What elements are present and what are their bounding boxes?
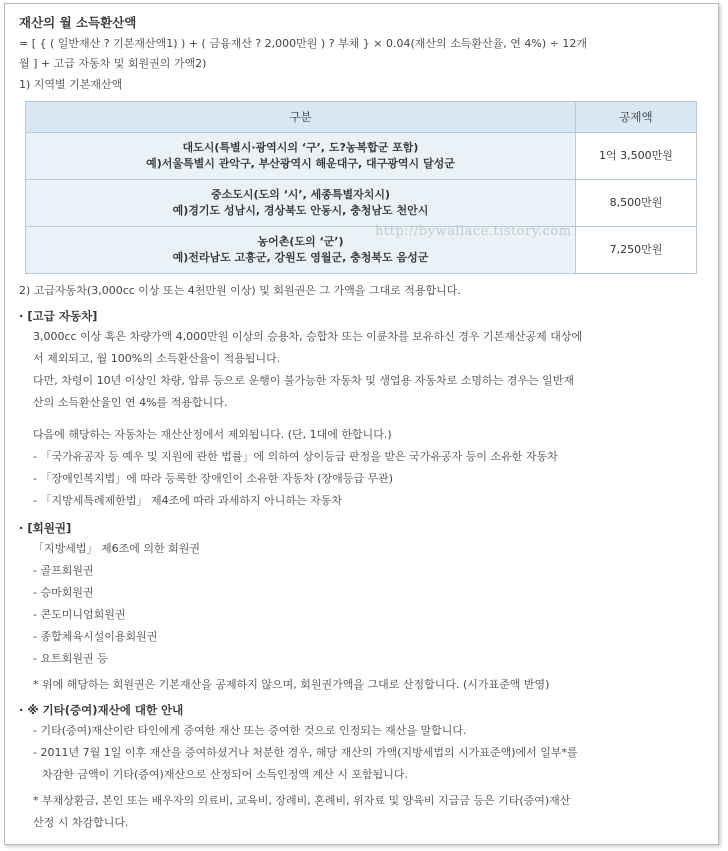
row-category-title: 대도시(특별시·광역시의 ‘구’, 도?농복합군 포함) <box>182 141 419 154</box>
list-item: - 2011년 7월 1일 이후 재산을 증여하셨거나 처분한 경우, 해당 재산의 가액(지방세법의 시가표준액)에서 일부*를 <box>33 746 578 759</box>
table-row <box>26 180 697 227</box>
car-p1-line-2: 서 제외되고, 월 100%의 소득환산율이 적용됩니다. <box>33 352 281 365</box>
gift-list <box>19 720 709 786</box>
header-amount: 공제액 <box>575 102 696 133</box>
list-item: - 「장애인복지법」에 따라 등록한 장애인이 소유한 자동차 (장애등급 무관) <box>33 472 394 485</box>
member-note: * 위에 해당하는 회원권은 기본재산을 공제하지 않으며, 회원권가액을 그대로 산정합니다. (시가표준액 반영) <box>33 678 550 691</box>
member-title-text: [회원권] <box>27 521 72 535</box>
member-section-title <box>19 518 709 538</box>
list-item: - 승마회원권 <box>33 586 94 599</box>
bullet-icon: · <box>19 521 24 535</box>
spacer <box>33 414 709 424</box>
car-p2-line-1: 다만, 차령이 10년 이상인 차량, 압류 등으로 운행이 불가능한 자동차 및 생업용 자동차로 소명하는 경우는 일반재 <box>33 374 574 387</box>
car-title-text: [고급 자동차] <box>27 309 98 323</box>
gift-title-text: ※ 기타(증여)재산에 대한 안내 <box>27 703 184 717</box>
car-description <box>19 326 709 446</box>
list-item: - 종합체육시설이용회원권 <box>33 630 158 643</box>
formula-line-2: 월 ] + 고급 자동차 및 회원권의 가액2) <box>19 57 207 70</box>
row-category-example: 예)경기도 성남시, 경상북도 안동시, 충청남도 천안시 <box>172 204 429 217</box>
list-item: - 기타(증여)재산이란 타인에게 증여한 재산 또는 증여한 것으로 인정되는 재산을 말합니다. <box>33 724 467 737</box>
section-heading: 재산의 월 소득환산액 <box>19 15 137 30</box>
row-category-example: 예)서울특별시 관악구, 부산광역시 해운대구, 대구광역시 달성군 <box>146 157 455 170</box>
member-intro: 「지방세법」 제6조에 의한 회원권 <box>33 542 200 555</box>
car-p3: 다음에 해당하는 자동차는 재산산정에서 제외됩니다. (단, 1대에 한합니다.) <box>33 428 392 441</box>
note-2: 2) 고급자동차(3,000cc 이상 또는 4천만원 이상) 및 회원권은 그 가액을 그대로 적용합니다. <box>19 284 461 297</box>
table-header-row <box>26 102 697 133</box>
row-category <box>26 133 576 180</box>
row-category-title: 중소도시(도의 ‘시’, 세종특별자치시) <box>210 188 390 201</box>
row-amount: 1억 3,500만원 <box>575 133 696 180</box>
document-frame <box>4 3 719 845</box>
deduction-table <box>25 101 697 274</box>
row-category-title: 농어촌(도의 ‘군’) <box>257 235 344 248</box>
blog-watermark: http://bywallace.tistory.com <box>375 224 572 239</box>
document-content <box>19 14 709 834</box>
table-caption: 1) 지역별 기본재산액 <box>19 78 123 91</box>
header-category: 구분 <box>26 102 576 133</box>
row-amount: 8,500만원 <box>575 180 696 227</box>
list-item: - 「국가유공자 등 예우 및 지원에 관한 법률」에 의하여 상이등급 판정을 받은 국가유공자 등이 소유한 자동차 <box>33 450 558 463</box>
formula-line-1: = [ { ( 일반재산 ? 기본재산액1) ) + ( 금융재산 ? 2,000만원 ) ? 부채 } × 0.04(재산의 소득환산율, 연 4%) ÷ 12개 <box>19 37 587 50</box>
row-category <box>26 180 576 227</box>
gift-note <box>19 790 709 834</box>
car-exempt-list <box>19 446 709 512</box>
list-item: - 콘도미니엄회원권 <box>33 608 126 621</box>
car-section-title <box>19 306 709 326</box>
gift-section-title <box>19 700 709 720</box>
income-formula <box>19 34 709 74</box>
gift-note-line-1: * 부채상환금, 본인 또는 배우자의 의료비, 교육비, 장례비, 혼례비, 위자료 및 양육비 지급금 등은 기타(증여)재산 <box>33 794 571 807</box>
car-p1-line-1: 3,000cc 이상 혹은 차량가액 4,000만원 이상의 승용차, 승합차 또는 이륜차를 보유하신 경우 기본재산공제 대상에 <box>33 330 583 343</box>
table-row <box>26 133 697 180</box>
list-item-continued: 차감한 금액이 기타(증여)재산으로 산정되어 소득인정액 계산 시 포함됩니다. <box>42 768 408 781</box>
list-item: - 요트회원권 등 <box>33 652 108 665</box>
member-list <box>19 560 709 670</box>
bullet-icon: · <box>19 703 24 717</box>
car-p2-line-2: 산의 소득환산율인 연 4%를 적용합니다. <box>33 396 228 409</box>
row-category-example: 예)전라남도 고흥군, 강원도 영월군, 충청북도 음성군 <box>172 251 429 264</box>
list-item: - 골프회원권 <box>33 564 94 577</box>
gift-note-line-2: 산정 시 차감합니다. <box>33 816 129 829</box>
row-amount: 7,250만원 <box>575 227 696 274</box>
table-row <box>26 227 697 274</box>
bullet-icon: · <box>19 309 24 323</box>
list-item: - 「지방세특례제한법」 제4조에 따라 과세하지 아니하는 자동차 <box>33 494 342 507</box>
